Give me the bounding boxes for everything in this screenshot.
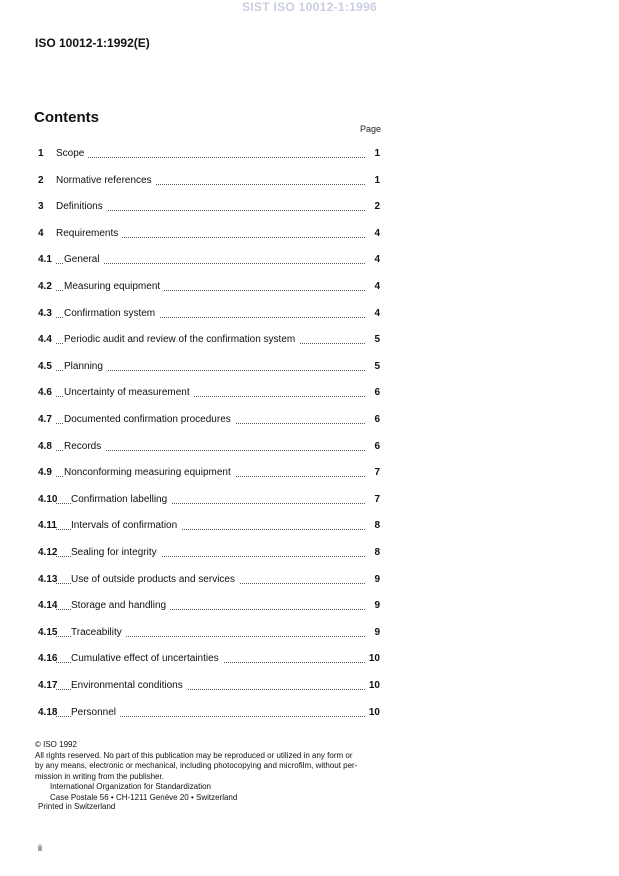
toc-entry-title: Normative references: [56, 174, 156, 188]
toc-entry: [0, 493, 619, 507]
toc-entry-number: 4.12: [38, 547, 58, 558]
toc-entry: [0, 573, 619, 587]
toc-entry: [0, 280, 619, 294]
toc-entry: [0, 440, 619, 454]
toc-entry-title: Intervals of confirmation: [71, 519, 181, 533]
toc-entry-title: Measuring equipment: [64, 280, 164, 294]
toc-entry: [0, 679, 619, 693]
toc-entry: [0, 413, 619, 427]
toc-entry-page: 10: [368, 680, 380, 691]
toc-entry-title: Planning: [64, 360, 107, 374]
toc-entry: [0, 307, 619, 321]
toc-entry-title: General: [64, 253, 104, 267]
toc-entry-number: 4.18: [38, 706, 58, 718]
toc-entry-number: 4.11: [38, 520, 57, 532]
toc-entry: [0, 200, 619, 214]
toc-entry-number: 4.5: [38, 360, 52, 372]
copyright-line: © ISO 1992: [35, 740, 77, 749]
toc-entry-number: 4.14: [38, 600, 58, 612]
toc-entry-title: Storage and handling: [71, 599, 170, 613]
toc-entry-page: 7: [374, 467, 380, 479]
watermark: SIST ISO 10012-1:1996: [241, 0, 378, 14]
toc-entry-number: 1: [38, 148, 44, 159]
toc-entry-number: 4.10: [38, 493, 58, 505]
page-column-label: Page: [359, 124, 381, 134]
organization-address: Case Postale 56 • CH-1211 Genève 20 • Switzerland: [50, 792, 238, 802]
toc-entry-page: 5: [374, 360, 380, 372]
toc-entry: [0, 626, 619, 640]
document-id: ISO 10012-1:1992(E): [35, 36, 150, 50]
toc-entry-title: Definitions: [56, 200, 107, 214]
toc-entry-number: 4.17: [38, 680, 58, 691]
toc-entry-number: 4.16: [38, 653, 58, 665]
toc-entry: [0, 546, 619, 560]
toc-entry-page: 1: [374, 174, 380, 186]
toc-entry-page: 9: [374, 600, 380, 612]
toc-entry: [0, 227, 619, 241]
toc-entry-number: 4.9: [38, 467, 52, 479]
toc-entry-title: Requirements: [56, 227, 122, 241]
toc-entry-title: Uncertainty of measurement: [64, 386, 194, 400]
toc-entry: [0, 253, 619, 267]
toc-entry-page: 4: [374, 307, 380, 319]
toc-entry-page: 9: [374, 626, 380, 638]
toc-entry: [0, 174, 619, 188]
toc-entry-page: 4: [374, 227, 380, 239]
toc-entry-page: 10: [368, 653, 380, 665]
page-number: ii: [38, 843, 42, 853]
toc-entry-number: 4.8: [38, 440, 52, 452]
toc-entry-number: 4.15: [38, 626, 58, 638]
toc-entry: [0, 599, 619, 613]
toc-entry: [0, 360, 619, 374]
toc-entry-page: 6: [374, 387, 380, 399]
toc-entry-page: 5: [374, 334, 380, 346]
toc-entry-number: 4.4: [38, 334, 52, 346]
toc-entry-page: 8: [374, 547, 380, 558]
rights-text: mission in writing from the publisher.: [35, 771, 164, 781]
toc-entry-title: Periodic audit and review of the confirmation system: [64, 333, 299, 347]
copyright-notice: [35, 740, 385, 803]
toc-entry-title: Traceability: [71, 626, 126, 640]
toc-entry: [0, 386, 619, 400]
toc-entry-title: Scope: [56, 147, 88, 161]
toc-entry-page: 6: [374, 414, 380, 425]
toc-entry: [0, 147, 619, 161]
toc-entry-title: Confirmation system: [64, 307, 159, 321]
toc-entry-number: 4.7: [38, 414, 52, 425]
toc-entry-number: 3: [38, 201, 44, 213]
toc-entry: [0, 466, 619, 480]
toc-entry-title: Records: [64, 440, 105, 454]
toc-entry-number: 4.1: [38, 254, 52, 266]
printed-in: Printed in Switzerland: [38, 802, 116, 811]
toc-entry-page: 7: [374, 493, 380, 505]
toc-entry-page: 9: [374, 573, 380, 585]
toc-entry-page: 2: [374, 201, 380, 213]
toc-entry: [0, 706, 619, 720]
rights-text: All rights reserved. No part of this publication may be reproduced or utilized in any form or: [35, 750, 353, 760]
toc-entry: [0, 519, 619, 533]
toc-entry-title: Confirmation labelling: [71, 493, 171, 507]
toc-entry-number: 4.3: [38, 307, 52, 319]
toc-entry-title: Nonconforming measuring equipment: [64, 466, 235, 480]
rights-text: by any means, electronic or mechanical, including photocopying and microfilm, without per-: [35, 761, 358, 770]
dot-leader: [56, 157, 365, 158]
toc-entry-title: Use of outside products and services: [71, 573, 239, 587]
toc-entry-number: 2: [38, 174, 44, 186]
toc-entry-number: 4: [38, 227, 44, 239]
toc-entry-page: 10: [368, 706, 380, 718]
organization-name: International Organization for Standardization: [50, 782, 211, 791]
toc-entry: [0, 652, 619, 666]
toc-entry-number: 4.6: [38, 387, 52, 399]
toc-entry-title: Personnel: [71, 706, 120, 720]
toc-entry-page: 8: [374, 520, 380, 532]
toc-entry-title: Cumulative effect of uncertainties: [71, 652, 223, 666]
toc-entry-title: Environmental conditions: [71, 679, 187, 693]
toc-entry-number: 4.13: [38, 573, 58, 585]
toc-entry-number: 4.2: [38, 281, 52, 292]
toc-entry-title: Documented confirmation procedures: [64, 413, 235, 427]
toc-entry-page: 4: [374, 254, 380, 266]
toc-entry: [0, 333, 619, 347]
toc-entry-page: 1: [374, 148, 380, 159]
toc-entry-page: 6: [374, 440, 380, 452]
toc-entry-page: 4: [374, 281, 380, 292]
toc-entry-title: Sealing for integrity: [71, 546, 161, 560]
page-title: Contents: [34, 109, 99, 126]
